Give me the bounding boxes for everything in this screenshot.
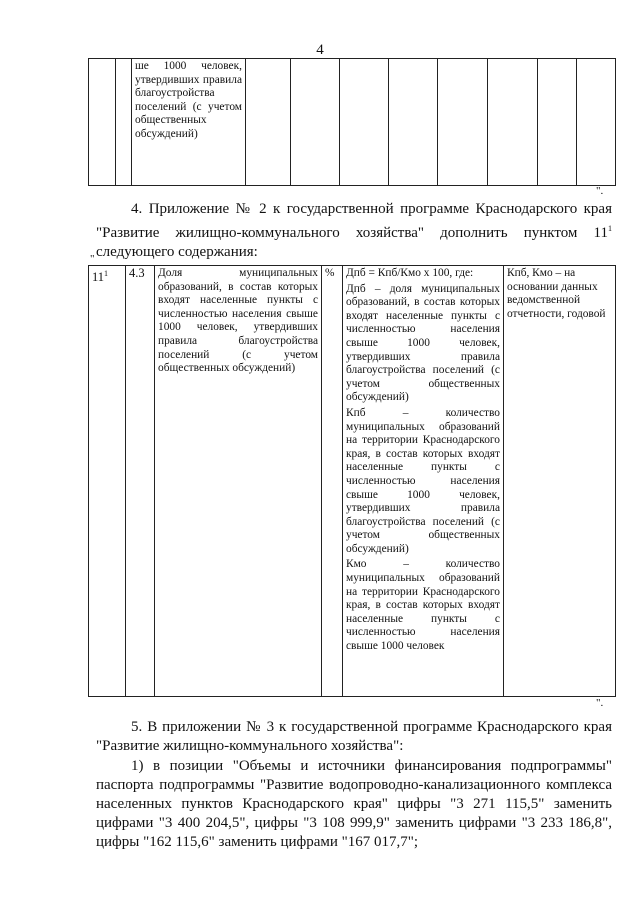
- top-table-cell-empty: [340, 59, 389, 186]
- row-number-cell: [89, 266, 126, 697]
- top-table-cell-empty: [577, 59, 616, 186]
- item4-paragraph: [96, 200, 612, 262]
- top-table-cell-empty: [116, 59, 132, 186]
- formula-cell: [343, 266, 504, 697]
- page-number: 4: [316, 42, 324, 58]
- unit: %: [325, 267, 335, 279]
- unit-cell: [322, 266, 343, 697]
- code: 4.3: [129, 266, 145, 280]
- top-table-cell-empty: [488, 59, 538, 186]
- top-table-indicator-text: ше 1000 человек, утвердивших правила благоустройства поселений (с учетом общественных обсуждений): [135, 60, 242, 140]
- item4-text-end: следующего содержания:: [96, 244, 258, 260]
- top-table-cell-empty: [389, 59, 438, 186]
- indicator-name-cell: [155, 266, 322, 697]
- top-table-indicator-cell: [132, 59, 246, 186]
- item4-open-quote: ": [90, 253, 95, 265]
- definition-dpb: Дпб – доля муниципальных образований, в состав которых входят населенные пункты с численностью населения свыше 1000 человек, утвердивших правила благоустройства поселений (с учетом общественных обсуждений): [346, 282, 500, 404]
- source: Кпб, Кмо – на основании данных ведомственной отчетности, годовой: [507, 267, 606, 320]
- item5-intro: 5. В приложении № 3 к государственной программе Краснодарского края "Развитие жилищно-коммунального хозяйства":: [96, 719, 612, 754]
- indicator-name: Доля муниципальных образований, в состав которых входят населенные пункты с численностью населения свыше 1000 человек, утвердивших правила благоустройства поселений (с учетом общественных обсуждений): [158, 267, 318, 375]
- row-number: 11: [92, 270, 105, 285]
- top-table: [88, 58, 616, 186]
- top-table-cell-empty: [89, 59, 116, 186]
- main-table: [88, 265, 616, 697]
- definition-kmo: Кмо – количество муниципальных образований на территории Краснодарского края, в состав которых входят населенные пункты с численностью населения свыше 1000 человек: [346, 558, 500, 653]
- code-cell: [126, 266, 155, 697]
- item4-text: 4. Приложение № 2 к государственной программе Краснодарского края "Развитие жилищно-коммунального хозяйства" дополнить пунктом 11: [96, 201, 612, 241]
- source-cell: [504, 266, 616, 697]
- top-table-cell-empty: [438, 59, 488, 186]
- item4-sup: 1: [608, 224, 612, 233]
- top-table-cell-empty: [538, 59, 577, 186]
- formula: Дпб = Кпб/Кмо х 100, где:: [346, 267, 474, 279]
- top-table-cell-empty: [246, 59, 291, 186]
- row-number-sup: 1: [104, 269, 109, 278]
- item5-sub1: 1) в позиции "Объемы и источники финансирования подпрограммы" паспорта подпрограммы "Развитие водопроводно-канализационного комплекса населенных пунктов Краснодарского края" цифры "3 271 115,5" заменить цифрами "3 400 204,5", цифры "3 108 999,9" заменить цифрами "3 233 186,8", цифры "162 115,6" заменить цифрами "167 017,7";: [96, 758, 612, 850]
- definition-kpb: Кпб – количество муниципальных образований на территории Краснодарского края, в состав которых входят населенные пункты с численностью населения свыше 1000 человек, утвердивших правила благоустройства поселений (с учетом общественных обсуждений): [346, 406, 500, 555]
- top-table-cell-empty: [291, 59, 340, 186]
- top-table-closing-quote: ".: [596, 185, 604, 197]
- main-table-closing-quote: ".: [596, 697, 604, 709]
